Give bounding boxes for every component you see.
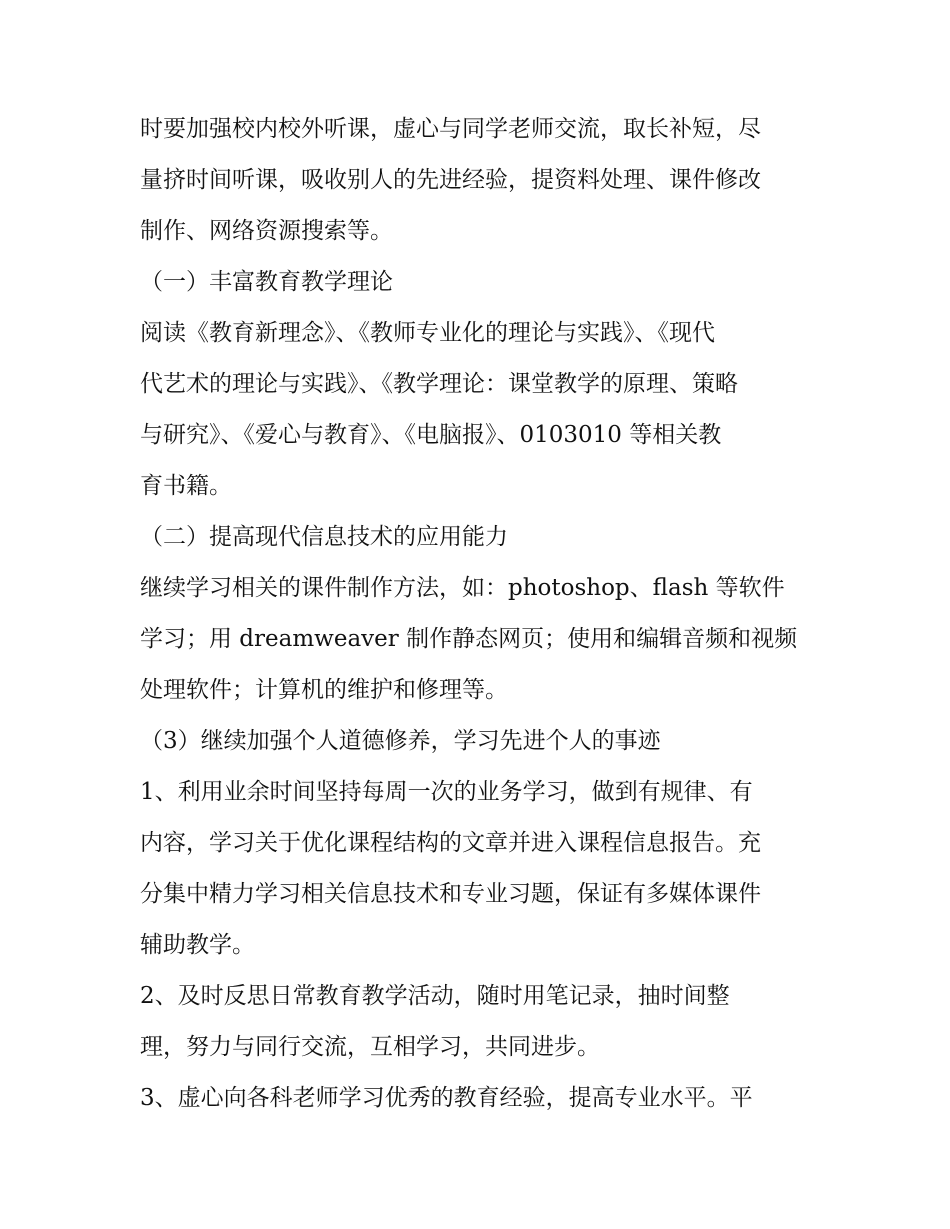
list-item-line: 2、及时反思日常教育教学活动，随时用笔记录，抽时间整 xyxy=(140,983,730,1009)
paragraph-line: 制作、网络资源搜索等。 xyxy=(140,218,393,244)
paragraph-line: 学习；用 dreamweaver 制作静态网页；使用和编辑音频和视频 xyxy=(140,626,798,652)
list-item-line: 理，努力与同行交流，互相学习，共同进步。 xyxy=(140,1034,600,1060)
list-item-line: 内容，学习关于优化课程结构的文章并进入课程信息报告。充 xyxy=(140,830,761,856)
section-heading: （3）继续加强个人道德修养，学习先进个人的事迹 xyxy=(140,728,661,754)
paragraph-line: 育书籍。 xyxy=(140,473,232,499)
list-item-line: 1、利用业余时间坚持每周一次的业务学习，做到有规律、有 xyxy=(140,779,753,805)
list-item-line: 辅助教学。 xyxy=(140,932,255,958)
list-item-line: 分集中精力学习相关信息技术和专业习题，保证有多媒体课件 xyxy=(140,881,761,907)
document-body xyxy=(140,104,820,1124)
paragraph-line: 与研究》、《爱心与教育》、《电脑报》、0103010 等相关教 xyxy=(140,422,722,448)
paragraph-line: 量挤时间听课，吸收别人的先进经验，提资料处理、课件修改 xyxy=(140,167,761,193)
paragraph-line: 阅读《教育新理念》、《教师专业化的理论与实践》、《现代 xyxy=(140,320,715,346)
section-heading: （一）丰富教育教学理论 xyxy=(140,269,393,295)
paragraph-line: 处理软件；计算机的维护和修理等。 xyxy=(140,677,508,703)
paragraph-line: 代艺术的理论与实践》、《教学理论：课堂教学的原理、策略 xyxy=(140,371,738,397)
paragraph-line: 时要加强校内校外听课，虚心与同学老师交流，取长补短，尽 xyxy=(140,116,761,142)
list-item-line: 3、虚心向各科老师学习优秀的教育经验，提高专业水平。平 xyxy=(140,1085,753,1111)
paragraph-line: 继续学习相关的课件制作方法，如：photoshop、flash 等软件 xyxy=(140,575,785,601)
section-heading: （二）提高现代信息技术的应用能力 xyxy=(140,524,508,550)
